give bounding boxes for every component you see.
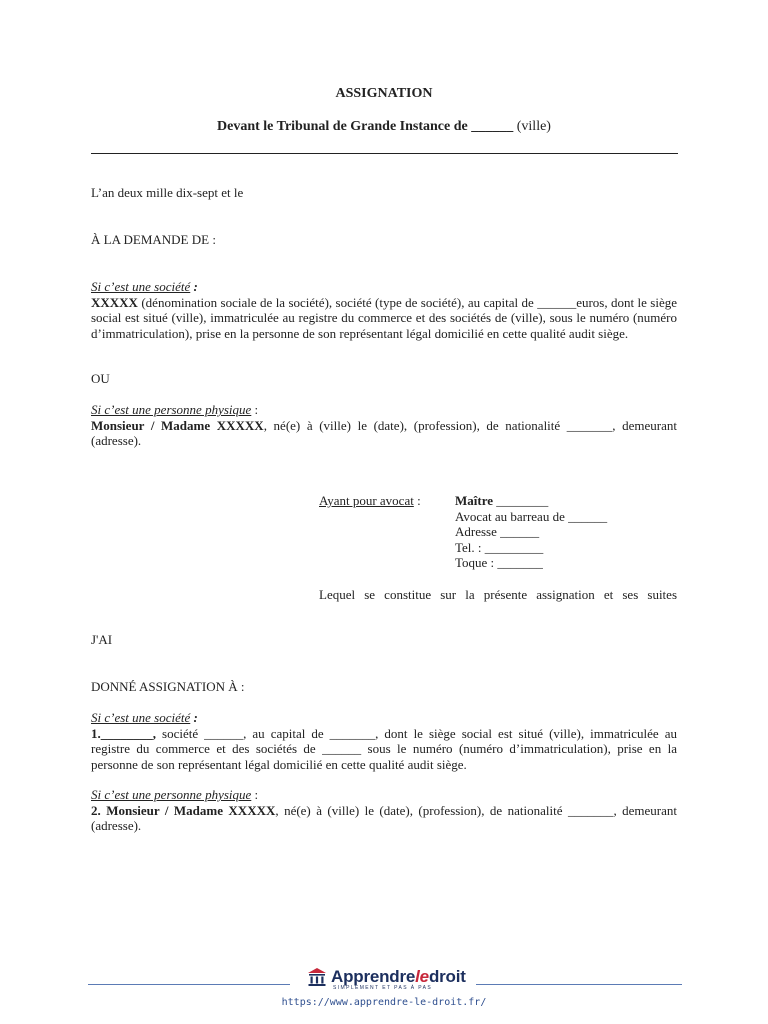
brand-tagline: SIMPLEMENT ET PAS À PAS — [333, 985, 433, 991]
brand-name: Apprendreledroit — [331, 967, 466, 986]
avocat-toque: Toque : _______ — [455, 555, 543, 570]
demandeur-societe-label: Si c’est une société : — [91, 279, 198, 294]
defendeur-societe-name: 1.________, — [91, 725, 156, 741]
footer-url[interactable]: https://www.apprendre-le-droit.fr/ — [281, 997, 487, 1008]
demande-heading: À LA DEMANDE DE : — [91, 232, 216, 247]
jai-heading: J'AI — [91, 632, 113, 647]
title-divider — [91, 153, 678, 154]
avocat-maitre: Maître ________ — [455, 493, 549, 508]
defendeur-societe-label: Si c’est une société : — [91, 710, 198, 725]
demandeur-personne-block — [91, 402, 677, 449]
courthouse-icon — [307, 967, 327, 987]
demandeur-personne-label: Si c’est une personne physique : — [91, 402, 259, 417]
avocat-details — [455, 493, 607, 571]
demandeur-societe-text: XXXXX (dénomination sociale de la société), société (type de société), au capital de ______euros, dont le siège social est situé (ville), immatriculée au registre du commerce et des sociétés de (ville), sous le numéro (numéro d’immatriculation), prise en la personne de son représentant légal domicilié en cette qualité audit siège. — [91, 294, 677, 341]
defendeur-personne-name: 2. Monsieur / Madame XXXXX — [91, 802, 276, 818]
lequel-statement: Lequel se constitue sur la présente assignation et ses suites — [319, 587, 677, 602]
intro-line: L’an deux mille dix-sept et le — [91, 185, 244, 200]
demandeur-societe-name: XXXXX — [91, 294, 138, 310]
defendeur-personne-label: Si c’est une personne physique : — [91, 787, 259, 802]
footer-rule-right — [476, 984, 682, 985]
avocat-tel: Tel. : _________ — [455, 539, 544, 555]
footer-rule-left — [88, 984, 290, 985]
document-title: ASSIGNATION — [335, 86, 433, 101]
defendeur-societe-text: 1.________, société ______, au capital de _______, dont le siège social est situé (ville), immatriculée au registre du commerce et des sociétés de ______ sous le numéro (numéro d’immatriculation), prise en la personne de son représentant légal domicilié en cette qualité audit siège. — [91, 725, 677, 772]
subtitle-court: Devant le Tribunal de Grande Instance de ______ — [217, 119, 514, 134]
defendeur-societe-block — [91, 710, 677, 772]
avocat-label: Ayant pour avocat : — [319, 493, 421, 508]
defendeur-personne-text: 2. Monsieur / Madame XXXXX, né(e) à (ville) le (date), (profession), de nationalité _______, demeurant (adresse). — [91, 802, 678, 833]
document-subtitle — [0, 119, 768, 135]
demandeur-personne-text: Monsieur / Madame XXXXX, né(e) à (ville) le (date), (profession), de nationalité _______, demeurant (adresse). — [91, 417, 677, 448]
avocat-barreau: Avocat au barreau de ______ — [455, 508, 608, 524]
demandeur-personne-name: Monsieur / Madame XXXXX — [91, 417, 264, 433]
subtitle-city: (ville) — [513, 119, 551, 134]
avocat-adresse: Adresse ______ — [455, 524, 540, 539]
donne-heading: DONNÉ ASSIGNATION À : — [91, 679, 245, 694]
demandeur-societe-block — [91, 279, 677, 341]
defendeur-personne-block — [91, 787, 677, 834]
ou-separator: OU — [91, 371, 110, 386]
